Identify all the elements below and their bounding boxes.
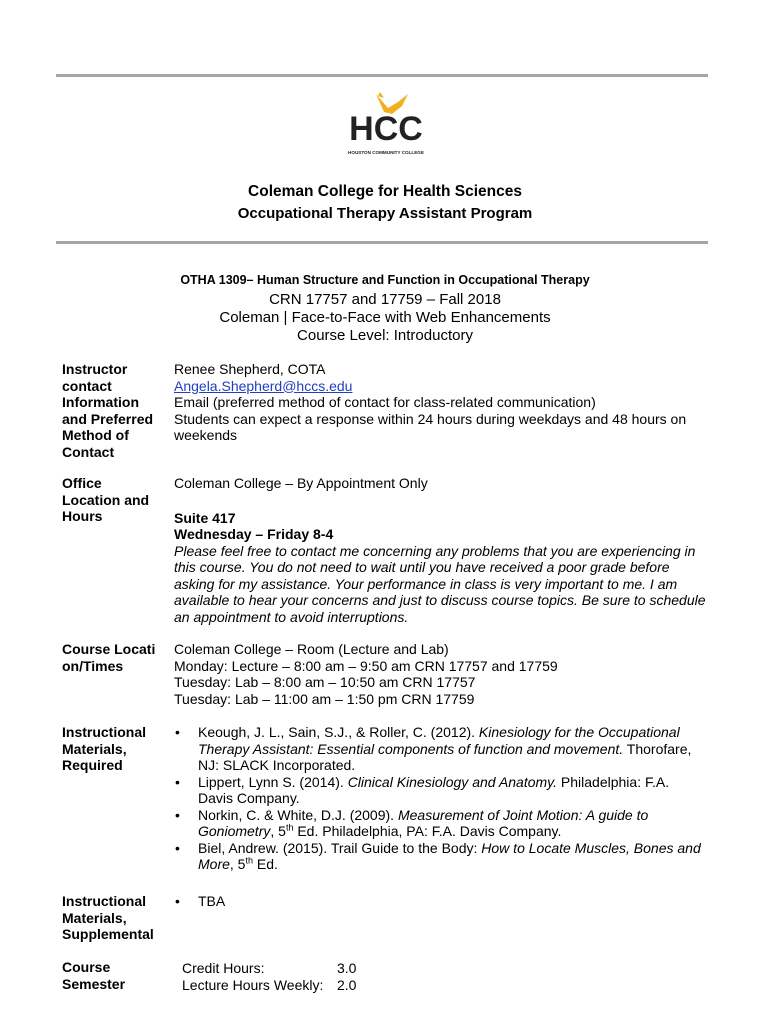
office-location: Coleman College – By Appointment Only <box>174 475 428 491</box>
svg-text:HOUSTON COMMUNITY COLLEGE: HOUSTON COMMUNITY COLLEGE <box>348 150 424 155</box>
supplemental-materials-label: Instructional Materials, Supplemental <box>62 893 154 942</box>
lecture-hours-row: Lecture Hours Weekly: 2.0 <box>182 977 357 993</box>
svg-text:HCC: HCC <box>349 110 423 148</box>
office-message: Please feel free to contact me concerning any problems that you are experiencing in this course. You do not need to wait until you have received a poor grade before asking for my assistance. Your performance in class is very important to me. I am available to hear your concerns and just to discuss course topics. Be sure to schedule an appointment to avoid interruptions. <box>174 542 706 625</box>
course-location-label: Course Location/Times <box>62 641 156 674</box>
instructor-email-link[interactable]: Angela.Shepherd@hccs.edu <box>174 377 353 394</box>
reference-item: • Norkin, C. & White, D.J. (2009). Measurement of Joint Motion: A guide to Goniometry, 5th Ed. Philadelphia, PA: F.A. Davis Company. <box>175 806 649 839</box>
format-line: Coleman | Face-to-Face with Web Enhancements <box>219 309 551 326</box>
crn-line: CRN 17757 and 17759 – Fall 2018 <box>269 291 501 308</box>
office-label: Office Location and Hours <box>62 475 150 524</box>
monday-lecture: Monday: Lecture – 8:00 am – 9:50 am CRN 17757 and 17759 <box>174 657 558 674</box>
credit-hours-row: Credit Hours: 3.0 <box>182 960 357 976</box>
supplemental-item: • TBA <box>175 893 226 909</box>
reference-item: • Biel, Andrew. (2015). Trail Guide to the Body: How to Locate Muscles, Bones and More, 5th Ed. <box>175 839 701 872</box>
office-hours: Wednesday – Friday 8-4 <box>174 526 334 542</box>
level-line: Course Level: Introductory <box>297 327 473 344</box>
hcc-logo <box>336 88 436 160</box>
instructor-label: Instructor contact Information and Preferred Method of Contact <box>62 361 154 460</box>
contact-preference: Email (preferred method of contact for class-related communication) <box>174 394 596 410</box>
college-name: Coleman College for Health Sciences <box>248 183 522 200</box>
reference-item: • Keough, J. L., Sain, S.J., & Roller, C. (2012). Kinesiology for the Occupational Therapy Assistant: Essential components of function and movement. Thorofare, NJ: SLACK Incorporated. <box>175 724 692 773</box>
office-suite: Suite 417 <box>174 509 236 526</box>
response-time: Students can expect a response within 24 hours during weekdays and 48 hours on weekends <box>174 410 687 443</box>
course-semester-label: Course Semester <box>62 959 126 992</box>
required-materials-label: Instructional Materials, Required <box>62 724 147 773</box>
tuesday-lab-2: Tuesday: Lab – 11:00 am – 1:50 pm CRN 17759 <box>174 690 475 707</box>
reference-item: • Lippert, Lynn S. (2014). Clinical Kinesiology and Anatomy. Philadelphia: F.A. Davis Company. <box>175 773 670 806</box>
top-divider <box>56 74 708 77</box>
instructor-name: Renee Shepherd, COTA <box>174 361 326 377</box>
header-divider <box>56 241 708 244</box>
program-name: Occupational Therapy Assistant Program <box>237 205 533 222</box>
course-title: OTHA 1309– Human Structure and Function in Occupational Therapy <box>180 273 590 287</box>
location-line: Coleman College – Room (Lecture and Lab) <box>174 641 449 657</box>
tuesday-lab-1: Tuesday: Lab – 8:00 am – 10:50 am CRN 17757 <box>174 674 476 690</box>
